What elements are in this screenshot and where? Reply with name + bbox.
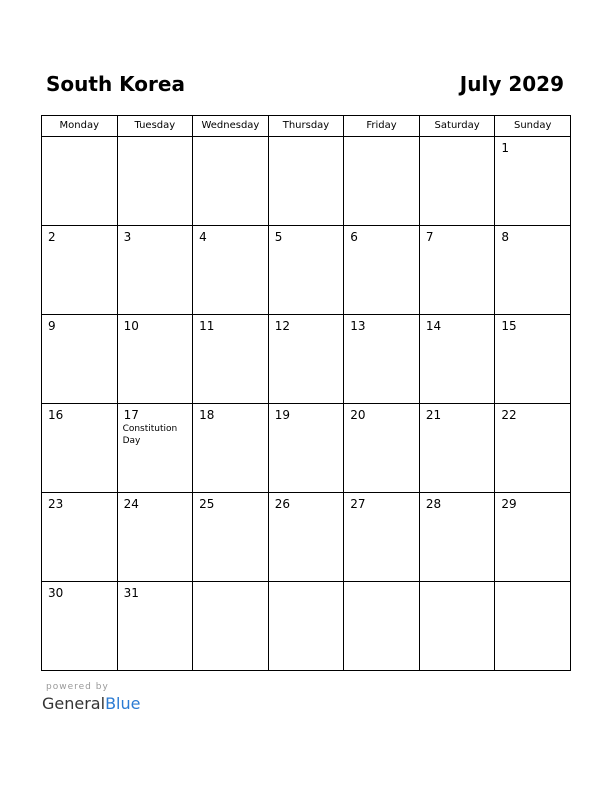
day-cell	[344, 137, 420, 226]
day-cell	[495, 226, 571, 315]
brand-general-text: General	[42, 694, 106, 713]
day-cell	[117, 137, 193, 226]
day-cell	[193, 582, 269, 671]
day-cell	[419, 137, 495, 226]
day-cell	[268, 493, 344, 582]
day-cell	[419, 226, 495, 315]
day-cell	[42, 582, 118, 671]
day-number: 12	[274, 319, 290, 333]
day-cell	[42, 315, 118, 404]
day-cell	[495, 493, 571, 582]
day-number: 4	[199, 230, 207, 244]
day-number: 10	[123, 319, 139, 333]
day-number: 25	[199, 497, 215, 511]
day-number: 1	[501, 141, 510, 155]
day-cell	[117, 404, 193, 493]
day-number	[344, 137, 419, 141]
day-number: 5	[274, 230, 283, 244]
day-number: 18	[199, 408, 215, 422]
brand-blue-text: Blue	[105, 694, 141, 713]
day-number: 13	[350, 319, 366, 333]
day-cell	[344, 493, 420, 582]
weekday-header-tuesday: Tuesday	[117, 116, 193, 137]
day-number	[420, 137, 495, 141]
day-number: 8	[501, 230, 510, 244]
day-number: 2	[48, 230, 56, 244]
day-cell	[193, 493, 269, 582]
day-number: 28	[425, 497, 442, 511]
day-number: 23	[48, 497, 64, 511]
day-cell	[268, 315, 344, 404]
day-number	[118, 137, 193, 141]
day-cell	[117, 493, 193, 582]
day-cell	[193, 315, 269, 404]
week-row	[42, 582, 571, 671]
day-cell	[344, 315, 420, 404]
day-number	[42, 137, 117, 141]
day-cell	[42, 404, 118, 493]
day-number	[420, 582, 495, 586]
day-number: 3	[123, 230, 132, 244]
day-cell	[268, 226, 344, 315]
day-number: 21	[425, 408, 442, 422]
month-title: July 2029	[459, 72, 564, 96]
day-number	[344, 582, 419, 586]
day-number: 30	[48, 586, 64, 600]
day-cell	[42, 226, 118, 315]
day-cell	[42, 493, 118, 582]
day-cell	[344, 404, 420, 493]
week-row	[42, 493, 571, 582]
weekday-header-thursday: Thursday	[268, 116, 344, 137]
calendar-grid	[41, 115, 571, 671]
country-title: South Korea	[46, 72, 185, 96]
week-row	[42, 137, 571, 226]
day-number	[495, 582, 570, 586]
day-cell	[495, 582, 571, 671]
day-number: 16	[48, 408, 64, 422]
day-cell	[419, 582, 495, 671]
day-number: 22	[501, 408, 517, 422]
day-number	[193, 582, 268, 586]
day-number: 17	[123, 408, 139, 422]
day-number: 19	[274, 408, 290, 422]
day-number: 27	[350, 497, 366, 511]
day-cell	[268, 404, 344, 493]
holiday-label: Constitution Day	[122, 424, 178, 446]
day-cell	[419, 404, 495, 493]
day-number: 6	[350, 230, 358, 244]
day-number: 9	[48, 319, 56, 333]
day-number: 11	[199, 319, 215, 333]
weekday-header-friday: Friday	[344, 116, 420, 137]
day-number: 26	[274, 497, 290, 511]
powered-by-text: powered by	[46, 682, 109, 692]
day-cell	[495, 137, 571, 226]
calendar-body	[42, 137, 571, 671]
day-cell	[193, 226, 269, 315]
day-number: 24	[123, 497, 139, 511]
day-cell	[495, 315, 571, 404]
day-number: 31	[123, 586, 139, 600]
day-number: 29	[501, 497, 517, 511]
day-cell	[117, 315, 193, 404]
day-cell	[495, 404, 571, 493]
weekday-header-wednesday: Wednesday	[193, 116, 269, 137]
week-row	[42, 404, 571, 493]
weekday-header-saturday: Saturday	[419, 116, 495, 137]
day-cell	[344, 226, 420, 315]
weekday-header-sunday: Sunday	[495, 116, 571, 137]
day-number	[193, 137, 268, 141]
day-number: 15	[501, 319, 517, 333]
week-row	[42, 315, 571, 404]
weekday-header-row	[42, 116, 571, 137]
day-cell	[419, 493, 495, 582]
day-cell	[193, 137, 269, 226]
day-cell	[268, 582, 344, 671]
day-number: 14	[425, 319, 442, 333]
day-cell	[42, 137, 118, 226]
day-number: 20	[350, 408, 366, 422]
day-number	[269, 582, 344, 586]
day-cell	[419, 315, 495, 404]
day-number: 7	[425, 230, 434, 244]
day-number	[269, 137, 344, 141]
weekday-header-monday: Monday	[42, 116, 118, 137]
week-row	[42, 226, 571, 315]
day-cell	[268, 137, 344, 226]
day-cell	[193, 404, 269, 493]
day-cell	[344, 582, 420, 671]
generalblue-logo	[42, 694, 140, 714]
day-cell	[117, 226, 193, 315]
day-cell	[117, 582, 193, 671]
